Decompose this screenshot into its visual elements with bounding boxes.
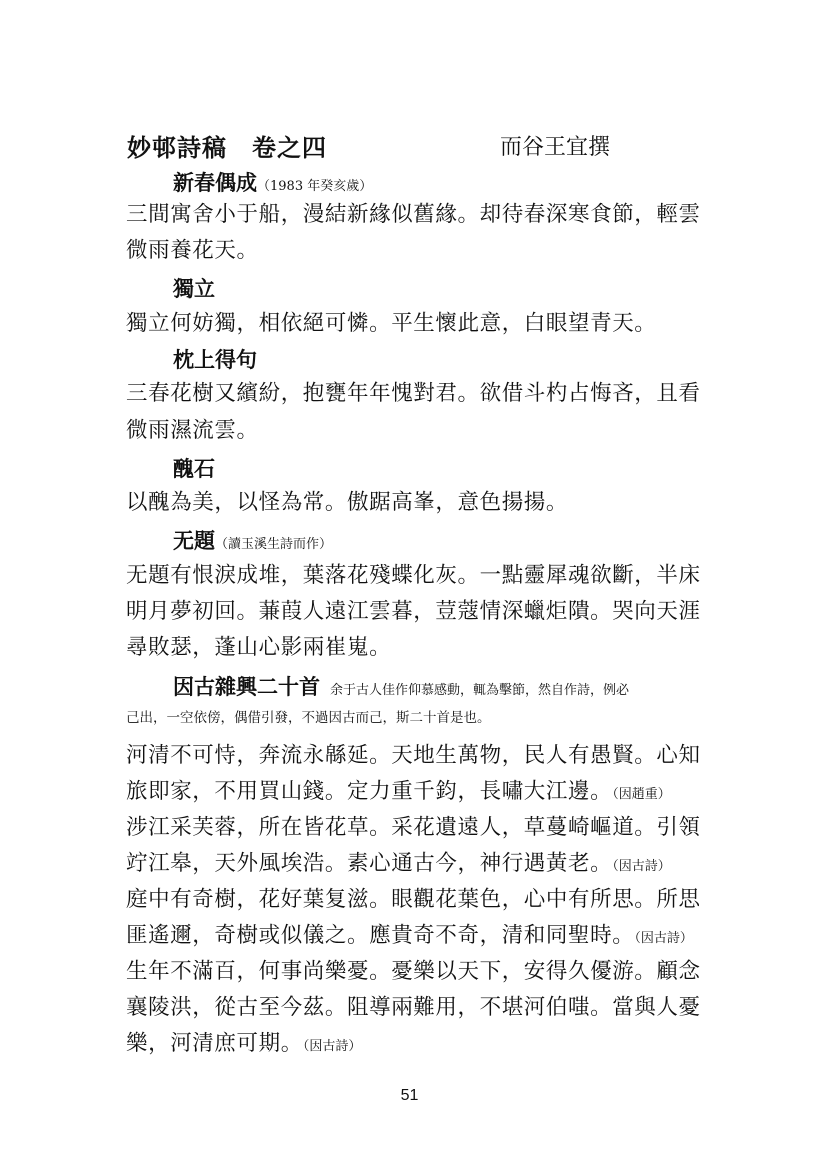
poem-line [126,777,726,810]
poem-line: 河清不可恃，奔流永緜延。天地生萬物，民人有愚賢。心知 [126,743,701,768]
poem-line [126,849,726,882]
poem-line: 微雨濕流雲。 [126,418,259,443]
poem-line: 襄陵洪，從古至今茲。阻導兩難用，不堪河伯嗤。當與人憂 [126,995,701,1020]
poem-line: 三間寓舍小于船，漫結新緣似舊緣。却待春深寒食節，輕雲 [126,202,701,227]
poem-note: （讀玉溪生詩而作） [215,537,333,552]
page-header [127,128,727,162]
poem-title-text: 无題 [173,528,215,553]
author-name: 而谷王宜撰 [500,135,611,160]
poem-note: （1983 年癸亥歲） [257,179,373,194]
poem-title-text: 新春偶成 [173,170,257,195]
poem-line: 微雨養花天。 [126,238,259,263]
poem-line-text: 旅即家，不用買山錢。定力重千鈞，長嘯大江邊。 [126,779,613,804]
book-title: 妙邨詩稿 卷之四 [127,133,327,162]
poem-line: 庭中有奇樹，花好葉复滋。眼觀花葉色，心中有所思。所思 [126,887,701,912]
poem-title [173,346,257,374]
poem-preface: 己出，一空依傍，偶借引發，不過因古而己，斯二十首是也。 [126,710,491,726]
poem-line: 明月夢初回。蒹葭人遠江雲暮，荳蔻情深蠟炬隤。哭向天涯 [126,599,701,624]
poem-title [173,527,332,559]
poem-line: 三春花樹又繽紛，抱甕年年愧對君。欲借斗杓占悔吝，且看 [126,381,701,406]
poem-source: （因古詩） [302,1039,362,1054]
poem-title-text: 獨立 [173,276,215,301]
poem-preface: 余于古人佳作仰慕感動，輒為擊節，然自作詩，例必 [330,683,630,698]
poem-source: （因古詩） [612,859,671,874]
poem-title [173,673,629,705]
poem-line-text: 樂，河清庶可期。 [126,1031,303,1056]
poem-line: 獨立何妨獨，相依絕可憐。平生懷此意，白眼望青天。 [126,311,657,336]
poem-title [173,275,215,303]
poem-title-text: 醜石 [173,456,215,481]
poem-title [173,455,215,483]
poem-line: 以醜為美，以怪為常。傲踞高峯，意色揚揚。 [126,490,569,515]
poem-title [173,169,372,201]
poem-line-text: 匪遙邇，奇樹或似儀之。應貴奇不奇，清和同聖時。 [126,923,635,948]
poem-source: （因古詩） [634,931,693,946]
page-number: 51 [400,1087,419,1104]
poem-line: 无題有恨淚成堆，葉落花殘蝶化灰。一點靈犀魂欲斷，半床 [126,563,701,588]
poem-line [126,1029,726,1062]
poem-line: 涉江采芙蓉，所在皆花草。采花遺遠人，草蔓崎嶇道。引領 [126,815,701,840]
poem-title-text: 枕上得句 [173,347,257,372]
poem-line: 尋敗瑟，蓬山心影兩崔嵬。 [126,635,392,660]
poem-line-text: 竚江皋，天外風埃浩。素心通古今，神行遇黃老。 [126,851,613,876]
poem-title-text: 因古雜興二十首 [173,674,320,699]
poem-line [126,921,726,954]
poem-source: （因趙重） [612,787,671,802]
poem-line: 生年不滿百，何事尚樂憂。憂樂以天下，安得久優游。顧念 [126,959,701,984]
